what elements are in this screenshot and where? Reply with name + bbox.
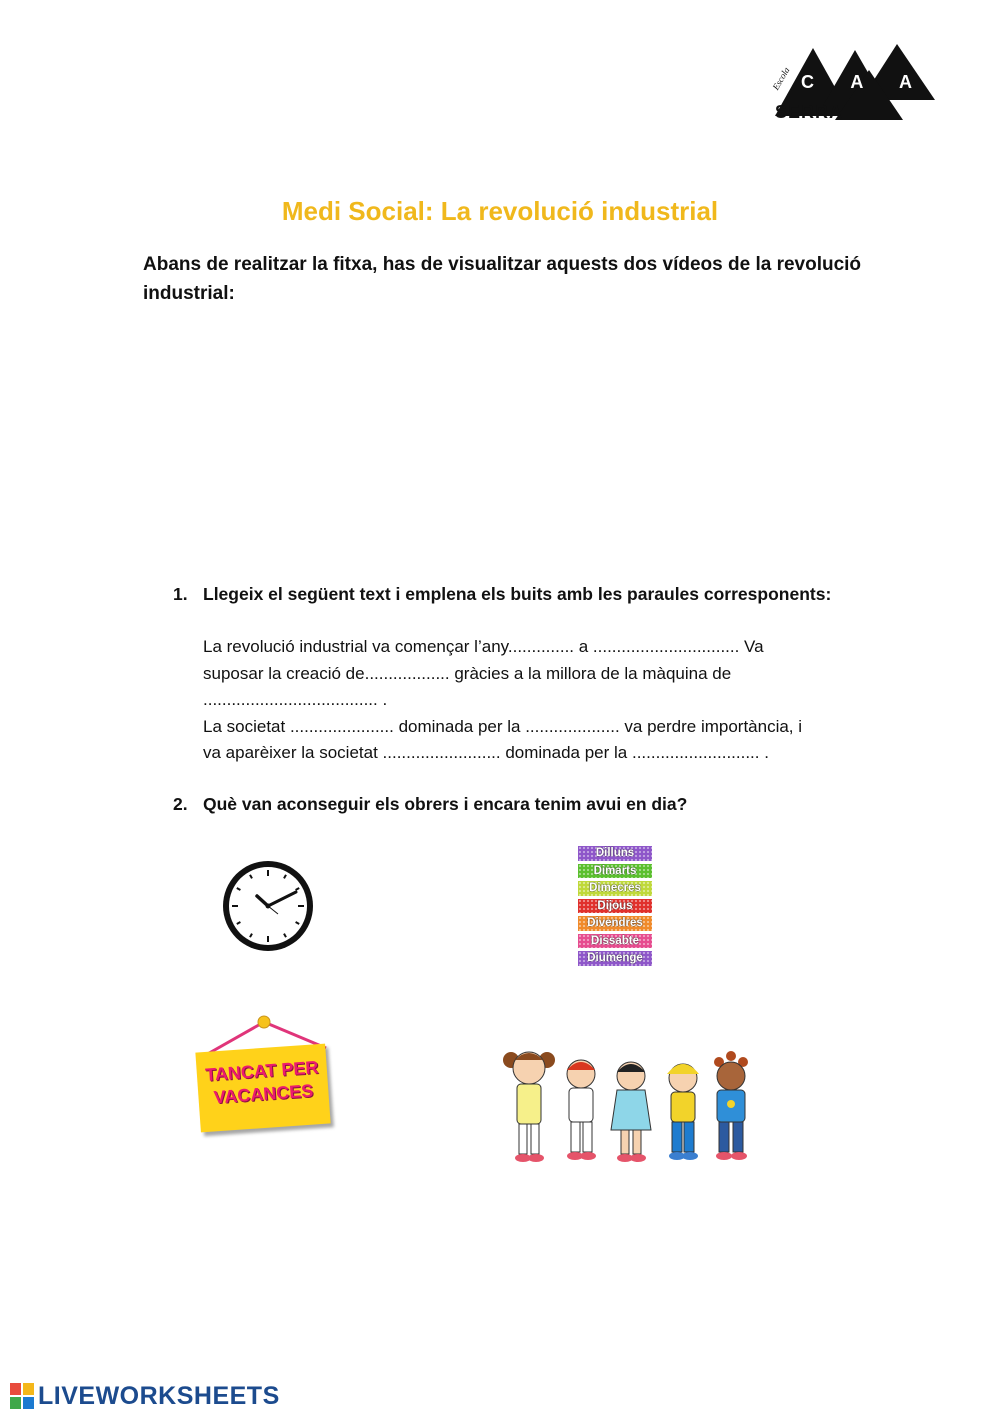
weekday-label: Diumenge bbox=[578, 951, 652, 966]
sign-board bbox=[195, 1044, 330, 1133]
paragraph-line: La revolució industrial va començar l’any.............. a ............................... Va bbox=[203, 637, 764, 656]
question-2 bbox=[173, 794, 873, 818]
sign-line: VACANCES bbox=[212, 1080, 314, 1108]
question-1-number: 1. bbox=[173, 584, 188, 604]
paragraph-line: va aparèixer la societat ......................... dominada per la ........................... . bbox=[203, 743, 769, 762]
sign-line: TANCAT PER bbox=[204, 1057, 320, 1085]
question-2-number: 2. bbox=[173, 794, 188, 814]
fill-in-paragraph bbox=[203, 634, 858, 767]
footer-brand bbox=[10, 1381, 280, 1411]
logo-bottom-word: SERRA bbox=[775, 102, 844, 122]
weekday-label: Dissabte bbox=[578, 934, 652, 949]
liveworksheets-logo-icon bbox=[10, 1383, 34, 1409]
paragraph-line: suposar la creació de.................. gràcies a la millora de la màquina de bbox=[203, 663, 732, 683]
question-2-text: Què van aconseguir els obrers i encara tenim avui en dia? bbox=[203, 794, 688, 814]
paragraph-line: ..................................... . bbox=[203, 690, 388, 709]
logo-small-word: Escola bbox=[770, 65, 792, 92]
vacation-sign-image bbox=[190, 1012, 338, 1142]
logo-letters: C A A N bbox=[801, 72, 978, 92]
question-1 bbox=[173, 584, 873, 608]
paragraph-line: La societat ...................... dominada per la .................... va perdre importància, i bbox=[203, 716, 803, 736]
weekday-label: Divendres bbox=[578, 916, 652, 931]
children-image bbox=[505, 1040, 765, 1170]
page-title: Medi Social: La revolució industrial bbox=[281, 196, 719, 226]
clock-icon bbox=[220, 858, 316, 954]
weekday-label: Dilluns bbox=[578, 846, 652, 861]
footer-brand-text: LIVEWORKSHEETS bbox=[38, 1381, 280, 1410]
weekdays-image bbox=[578, 846, 652, 969]
weekday-label: Dijous bbox=[578, 899, 652, 914]
weekday-label: Dimecres bbox=[578, 881, 652, 896]
intro-text: Abans de realitzar la fitxa, has de visualitzar aquests dos vídeos de la revolució industrial: bbox=[143, 254, 862, 304]
weekday-label: Dimarts bbox=[578, 864, 652, 879]
school-logo bbox=[765, 40, 978, 122]
question-1-text: Llegeix el següent text i emplena els buits amb les paraules corresponents: bbox=[203, 584, 832, 604]
